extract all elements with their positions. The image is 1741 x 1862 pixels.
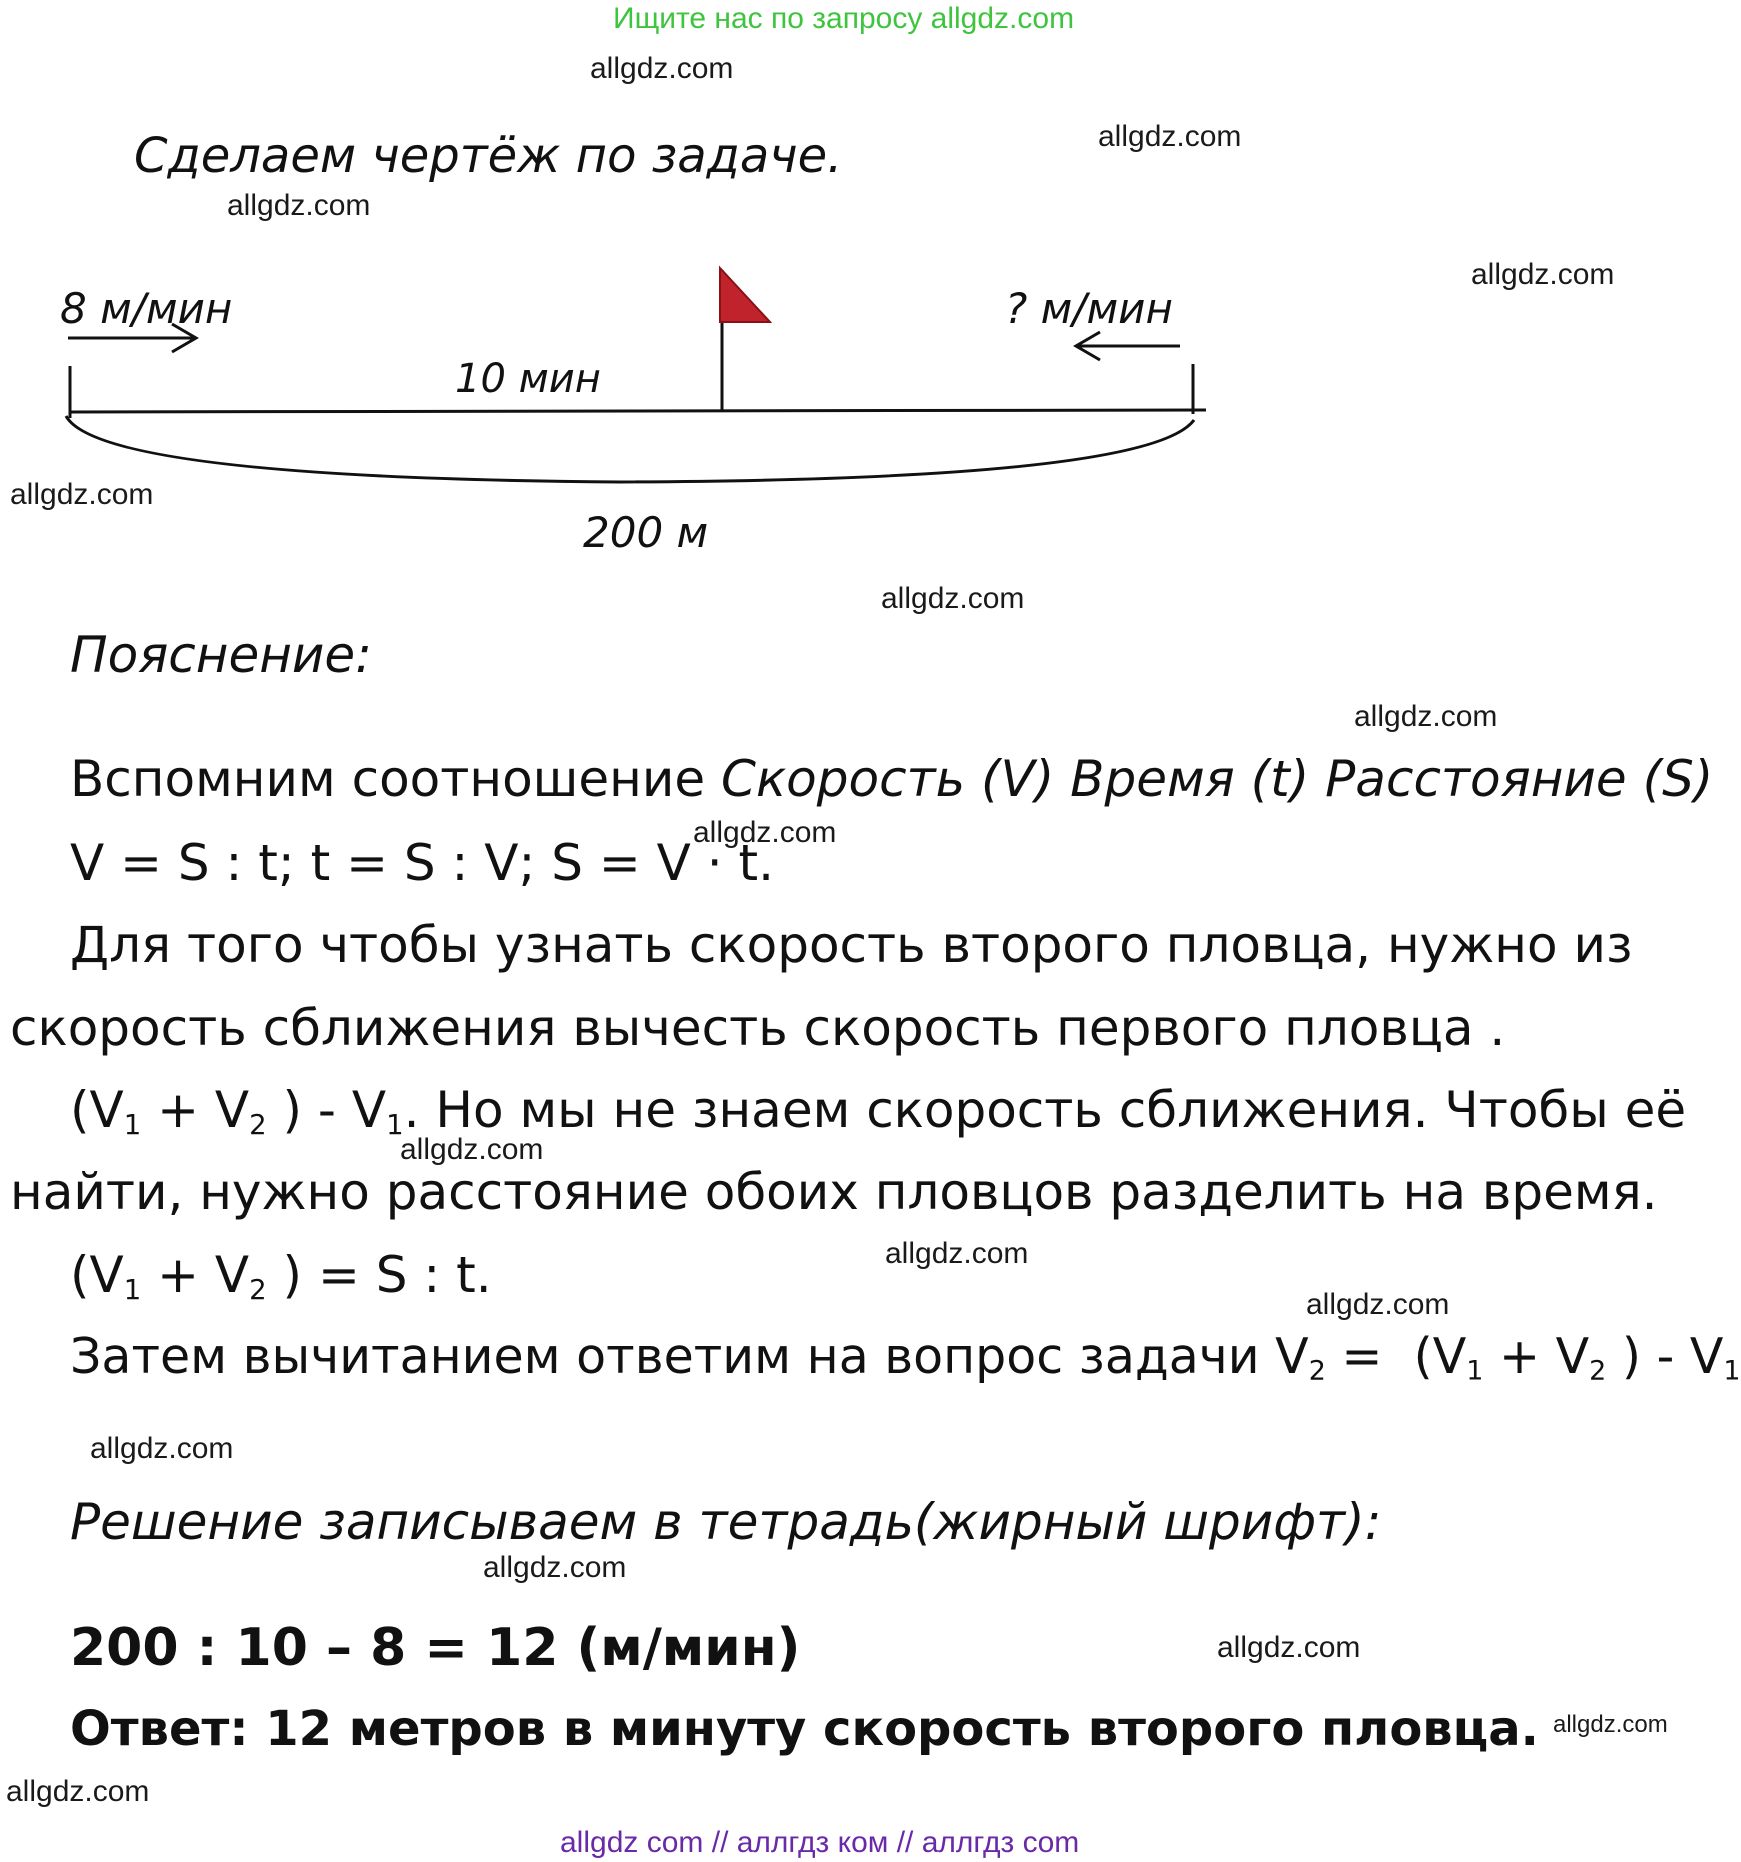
left-arrow-icon <box>1076 332 1180 360</box>
recall-line <box>70 750 1714 808</box>
para3-line: ($V_1 + V_2$ ) = S : t. <box>70 1246 492 1306</box>
top-banner: Ищите нас по запросу allgdz.com <box>613 2 1075 35</box>
watermark: allgdz.com <box>1471 258 1615 291</box>
distance-brace <box>66 416 1194 482</box>
para1-line2: скорость сближения вычесть скорость первого пловца . <box>10 999 1506 1057</box>
watermark: allgdz.com <box>590 52 734 85</box>
solution-equation: 200 : 10 – 8 = 12 (м/мин) <box>70 1618 801 1678</box>
distance-line <box>70 410 1206 412</box>
watermark: allgdz.com <box>881 582 1025 615</box>
recall-prefix: Вспомним соотношение <box>70 750 722 808</box>
right-arrow-icon <box>68 324 196 352</box>
watermark: allgdz.com <box>10 478 154 511</box>
bottom-banner: allgdz com // аллгдз ком // аллгдз com <box>560 1826 1080 1859</box>
watermark: allgdz.com <box>885 1237 1029 1270</box>
solution-heading: Решение записываем в тетрадь(жирный шрифт): <box>70 1493 1382 1551</box>
answer-line: Ответ: 12 метров в минуту скорость второго пловца. <box>70 1701 1539 1757</box>
watermark: allgdz.com <box>1354 700 1498 733</box>
motion-diagram <box>0 0 1679 560</box>
recall-terms: Скорость (V) Время (t) Расстояние (S) <box>721 750 1714 808</box>
drawing-title: Сделаем чертёж по задаче. <box>134 128 843 184</box>
right-speed-label: ? м/мин <box>1005 284 1173 333</box>
formulas-line: V = S : t; t = S : V; S = V · t. <box>70 834 775 892</box>
watermark: allgdz.com <box>1306 1288 1450 1321</box>
flag-icon <box>720 268 770 322</box>
watermark: allgdz.com <box>693 816 837 849</box>
para4-line: Затем вычитанием ответим на вопрос задачи $V_2 = (V_1 + V_2$ ) - $V_1$ <box>70 1328 1741 1387</box>
watermark: allgdz.com <box>6 1775 150 1808</box>
watermark: allgdz.com <box>1553 1711 1668 1738</box>
para2-line1: ($V_1 + V_2$ ) - $V_1$. Но мы не знаем скорость сближения. Чтобы её <box>70 1081 1687 1141</box>
para1-line1: Для того чтобы узнать скорость второго пловца, нужно из <box>70 916 1633 974</box>
watermark: allgdz.com <box>227 189 371 222</box>
para2-line2: найти, нужно расстояние обоих пловцов разделить на время. <box>10 1163 1658 1221</box>
watermark: allgdz.com <box>483 1551 627 1584</box>
left-speed-label: 8 м/мин <box>60 284 233 333</box>
explanation-heading: Пояснение: <box>70 626 373 684</box>
watermark: allgdz.com <box>1217 1631 1361 1664</box>
watermark: allgdz.com <box>90 1432 234 1465</box>
time-label: 10 мин <box>455 356 601 402</box>
watermark: allgdz.com <box>1098 120 1242 153</box>
watermark: allgdz.com <box>400 1133 544 1166</box>
distance-label: 200 м <box>583 508 709 557</box>
